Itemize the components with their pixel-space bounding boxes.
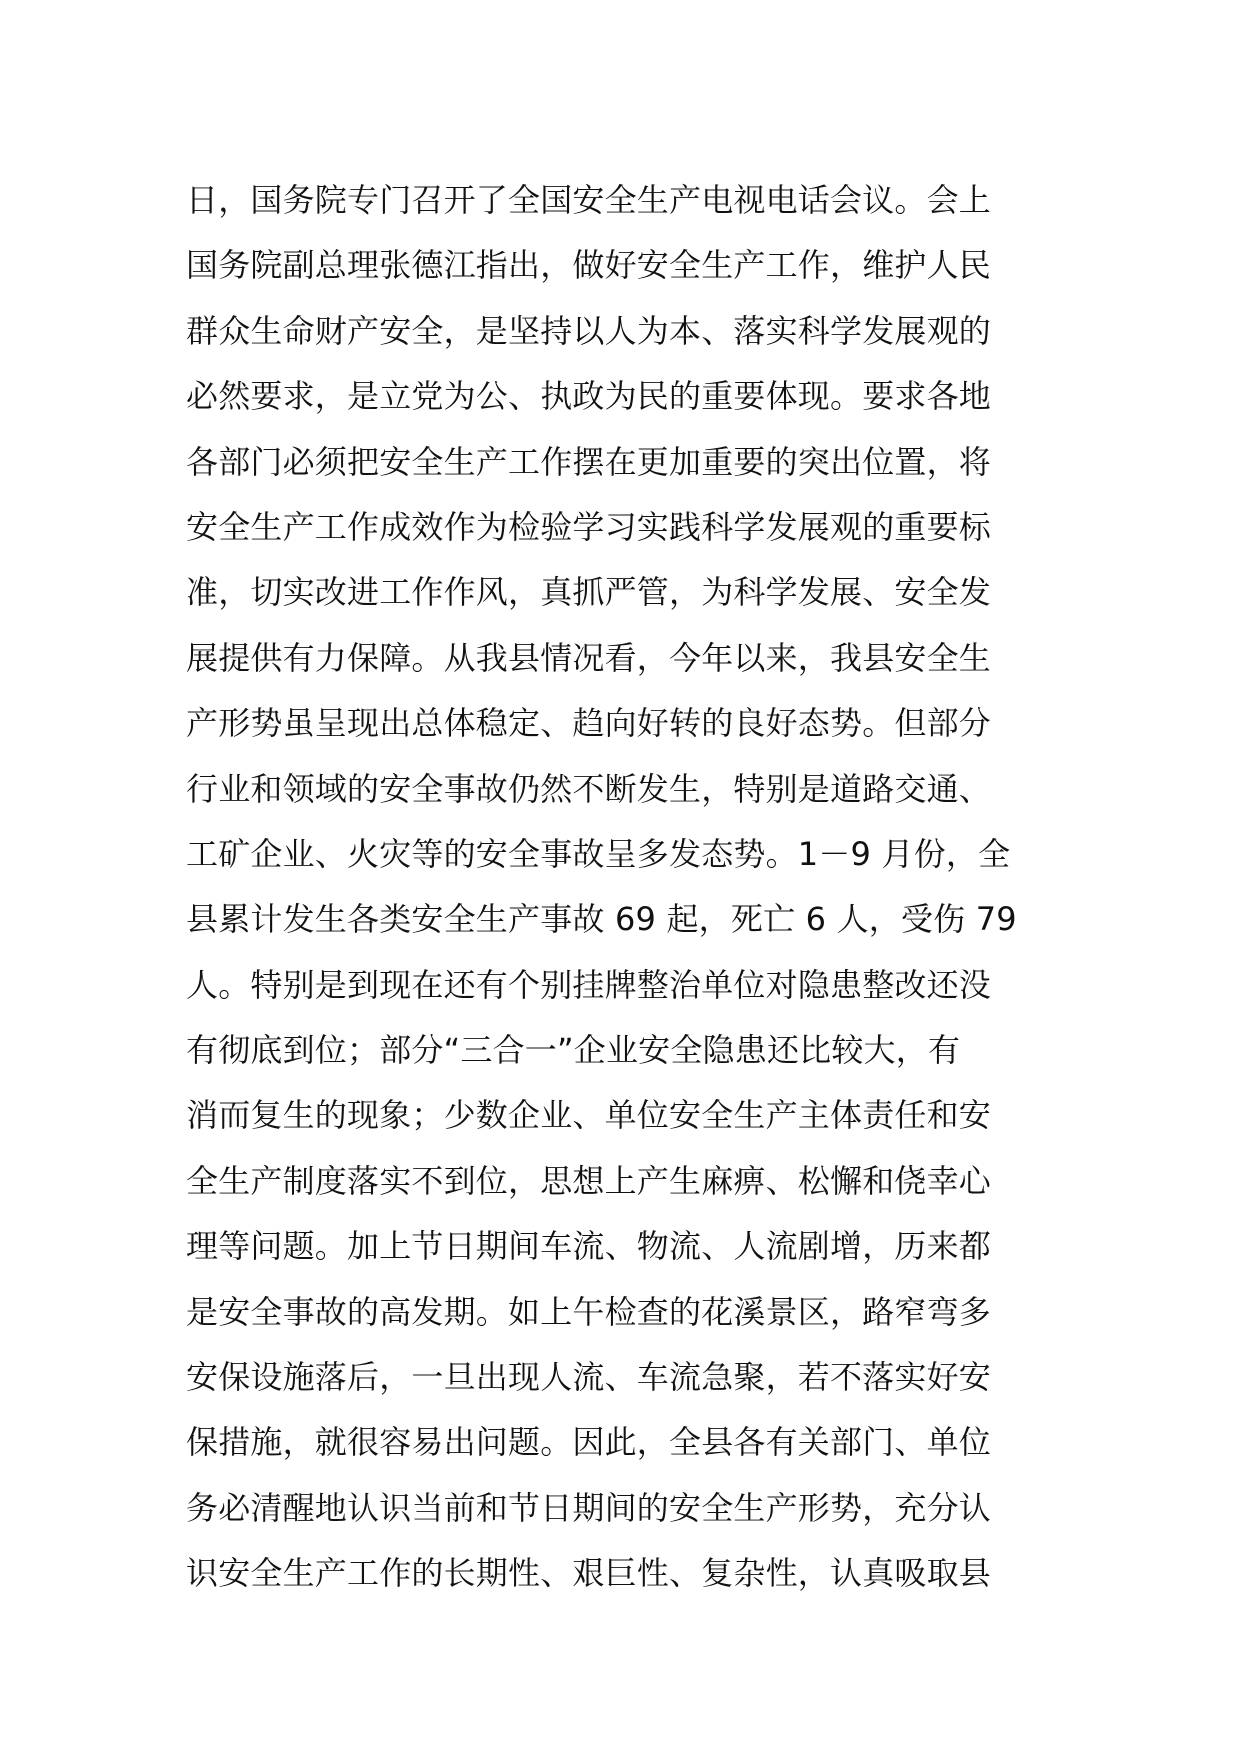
text-line: 理等问题。加上节日期间车流、物流、人流剧增，历来都: [186, 1227, 992, 1266]
text-line: 保措施，就很容易出问题。因此，全县各有关部门、单位: [186, 1423, 992, 1462]
text-line: 各部门必须把安全生产工作摆在更加重要的突出位置，将: [186, 442, 992, 481]
text-line: 必然要求，是立党为公、执政为民的重要体现。要求各地: [186, 377, 992, 416]
text-line: 工矿企业、火灾等的安全事故呈多发态势。1－9 月份，全: [186, 834, 1011, 873]
text-line: 消而复生的现象；少数企业、单位安全生产主体责任和安: [186, 1096, 992, 1135]
text-line: 有彻底到位；部分“三合一”企业安全隐患还比较大，有: [186, 1031, 961, 1070]
text-line: 安全生产工作成效作为检验学习实践科学发展观的重要标: [186, 507, 992, 546]
text-line: 产形势虽呈现出总体稳定、趋向好转的良好态势。但部分: [186, 704, 992, 743]
text-line: 县累计发生各类安全生产事故 69 起，死亡 6 人，受伤 79: [186, 900, 1017, 939]
text-line: 展提供有力保障。从我县情况看，今年以来，我县安全生: [186, 638, 992, 677]
text-line: 日，国务院专门召开了全国安全生产电视电话会议。会上: [186, 181, 992, 219]
text-line: 国务院副总理张德江指出，做好安全生产工作，维护人民: [186, 246, 992, 285]
text-line: 群众生命财产安全，是坚持以人为本、落实科学发展观的: [186, 311, 992, 350]
body-paragraph: [186, 168, 1066, 1607]
text-line: 人。特别是到现在还有个别挂牌整治单位对隐患整改还没: [186, 965, 992, 1004]
text-line: 安保设施落后，一旦出现人流、车流急聚，若不落实好安: [186, 1358, 992, 1397]
text-line: 是安全事故的高发期。如上午检查的花溪景区，路窄弯多: [186, 1292, 992, 1331]
text-line: 行业和领域的安全事故仍然不断发生，特别是道路交通、: [186, 769, 992, 808]
text-line: 务必清醒地认识当前和节日期间的安全生产形势，充分认: [186, 1488, 992, 1527]
text-line: 全生产制度落实不到位，思想上产生麻痹、松懈和侥幸心: [186, 1161, 992, 1200]
text-line: 识安全生产工作的长期性、艰巨性、复杂性，认真吸取县: [186, 1554, 992, 1593]
text-line: 准，切实改进工作作风，真抓严管，为科学发展、安全发: [186, 573, 992, 612]
